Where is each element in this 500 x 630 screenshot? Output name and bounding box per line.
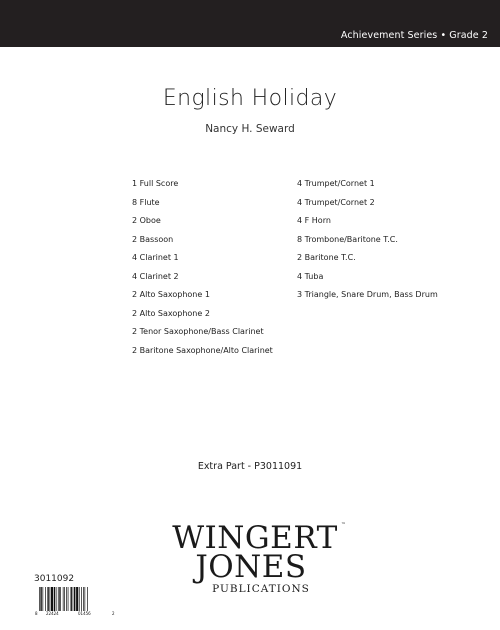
logo-line3: PUBLICATIONS xyxy=(212,583,310,595)
instrument-item: 1 Full Score xyxy=(132,179,179,188)
barcode-bar xyxy=(50,587,51,611)
barcode-bar xyxy=(68,587,69,611)
instrument-item: 4 Tuba xyxy=(297,271,324,281)
barcode-bar xyxy=(47,587,48,611)
instrument-item: 3 Triangle, Snare Drum, Bass Drum xyxy=(297,290,438,299)
barcode-digits-group2: 01456 xyxy=(78,611,91,616)
instrument-item: 2 Alto Saxophone 2 xyxy=(132,308,210,318)
instrumentation-list-right xyxy=(297,179,438,309)
barcode-bar xyxy=(56,587,57,611)
barcode-bar xyxy=(83,587,84,611)
instrument-item: 2 Baritone Saxophone/Alto Clarinet xyxy=(132,345,273,355)
extra-part-number: Extra Part - P3011091 xyxy=(197,461,303,472)
barcode-bar xyxy=(63,587,64,611)
barcode-digits-group1: 22424 xyxy=(46,611,59,616)
barcode-bar xyxy=(73,587,74,611)
instrument-item: 4 Clarinet 2 xyxy=(132,271,179,281)
barcode-bar xyxy=(66,587,67,611)
barcode-digit-right: 2 xyxy=(112,611,115,616)
instrument-item: 4 Clarinet 1 xyxy=(132,253,179,262)
composer-name: Nancy H. Seward xyxy=(205,123,295,135)
instrument-item: 2 Oboe xyxy=(132,216,161,225)
barcode-bar xyxy=(40,587,41,611)
barcode xyxy=(34,586,117,616)
instrument-item: 4 F Horn xyxy=(297,216,331,225)
barcode-bar xyxy=(74,587,75,611)
barcode-bar xyxy=(54,587,55,611)
barcode-bar xyxy=(76,587,78,611)
logo-line2: JONES xyxy=(195,549,307,585)
instrument-item: 4 Trumpet/Cornet 2 xyxy=(297,197,375,207)
series-grade-label: Achievement Series • Grade 2 xyxy=(340,30,488,41)
barcode-bar xyxy=(58,587,59,611)
barcode-bar xyxy=(71,587,72,611)
logo-line1: WINGERT xyxy=(172,520,338,556)
barcode-bar xyxy=(59,587,60,611)
barcode-bar xyxy=(85,587,86,611)
barcode-bars xyxy=(39,587,88,611)
instrument-item: 2 Baritone T.C. xyxy=(297,253,356,262)
instrument-item: 4 Trumpet/Cornet 1 xyxy=(297,179,375,188)
publisher-logo xyxy=(155,510,355,600)
barcode-bar xyxy=(87,587,88,611)
instrumentation-list-left xyxy=(132,179,273,364)
header-bar xyxy=(0,0,500,47)
instrument-item: 8 Trombone/Baritone T.C. xyxy=(297,234,398,244)
barcode-bar xyxy=(79,587,80,611)
barcode-bar xyxy=(39,587,40,611)
barcode-bar xyxy=(51,587,53,611)
trademark-mark: ™ xyxy=(341,522,346,528)
barcode-bar xyxy=(81,587,82,611)
barcode-bar xyxy=(45,587,46,611)
instrument-item: 2 Alto Saxophone 1 xyxy=(132,290,210,299)
instrument-item: 2 Bassoon xyxy=(132,234,174,244)
instrument-item: 2 Tenor Saxophone/Bass Clarinet xyxy=(132,327,264,336)
catalog-number: 3011092 xyxy=(34,574,75,584)
barcode-digit-left: 8 xyxy=(35,611,38,616)
barcode-bar xyxy=(43,587,44,611)
instrument-item: 8 Flute xyxy=(132,197,160,207)
barcode-bar xyxy=(64,587,65,611)
page-title: English Holiday xyxy=(162,86,338,111)
